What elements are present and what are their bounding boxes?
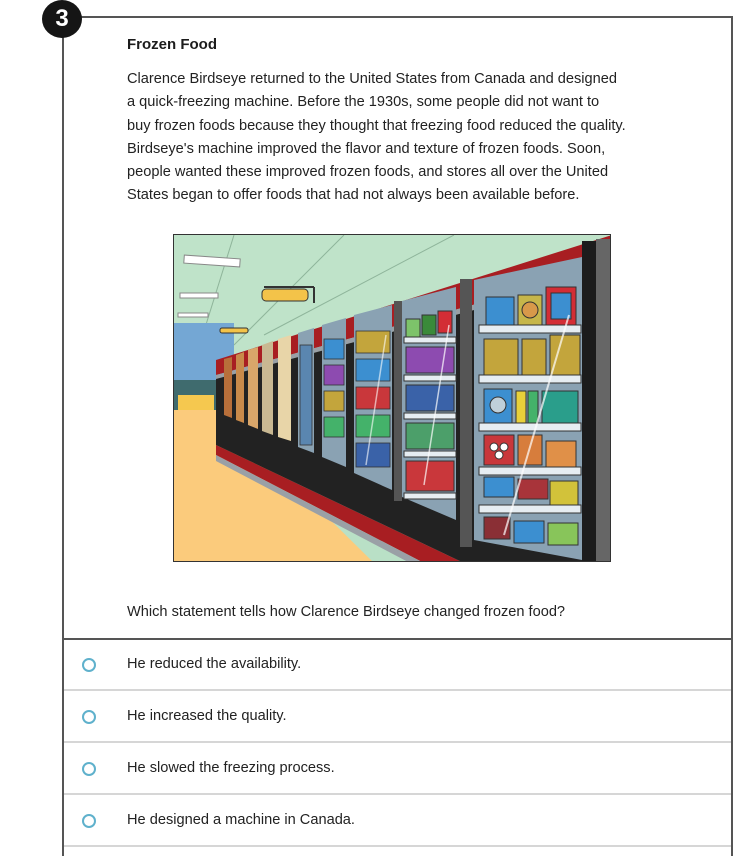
answer-option-label: He slowed the freezing process. — [127, 760, 335, 776]
radio-button-icon[interactable] — [82, 814, 96, 828]
answer-option-a[interactable] — [64, 640, 731, 691]
answer-option-label: He increased the quality. — [127, 708, 287, 724]
passage-line: Birdseye's machine improved the flavor and texture of frozen foods. Soon, — [127, 140, 606, 157]
answer-option-label: He designed a machine in Canada. — [127, 812, 355, 828]
answer-option-label: He reduced the availability. — [127, 656, 302, 672]
divider — [64, 793, 731, 795]
divider — [64, 689, 731, 691]
radio-button-icon[interactable] — [82, 710, 96, 724]
passage-line: Clarence Birdseye returned to the United States from Canada and designed — [127, 71, 617, 87]
passage-line: people wanted these improved frozen foods, and stores all over the United — [127, 164, 609, 181]
question-number-badge: 3 — [42, 0, 82, 38]
radio-button-icon[interactable] — [82, 762, 96, 776]
answer-option-b[interactable] — [64, 692, 731, 743]
passage-line: buy frozen foods because they thought that freezing food reduced the quality. — [127, 117, 626, 134]
divider — [64, 741, 731, 743]
divider — [64, 845, 731, 847]
answer-option-d[interactable] — [64, 796, 731, 847]
passage-line: States began to offer foods that had not always been available before. — [127, 187, 580, 204]
answer-option-c[interactable] — [64, 744, 731, 795]
radio-button-icon[interactable] — [82, 658, 96, 672]
question-prompt: Which statement tells how Clarence Birdseye changed frozen food? — [127, 604, 566, 620]
passage-line: a quick-freezing machine. Before the 1930s, some people did not want to — [127, 94, 600, 111]
passage-text — [127, 68, 672, 208]
passage-title: Frozen Food — [127, 36, 217, 53]
frozen-food-aisle-illustration — [173, 234, 611, 562]
